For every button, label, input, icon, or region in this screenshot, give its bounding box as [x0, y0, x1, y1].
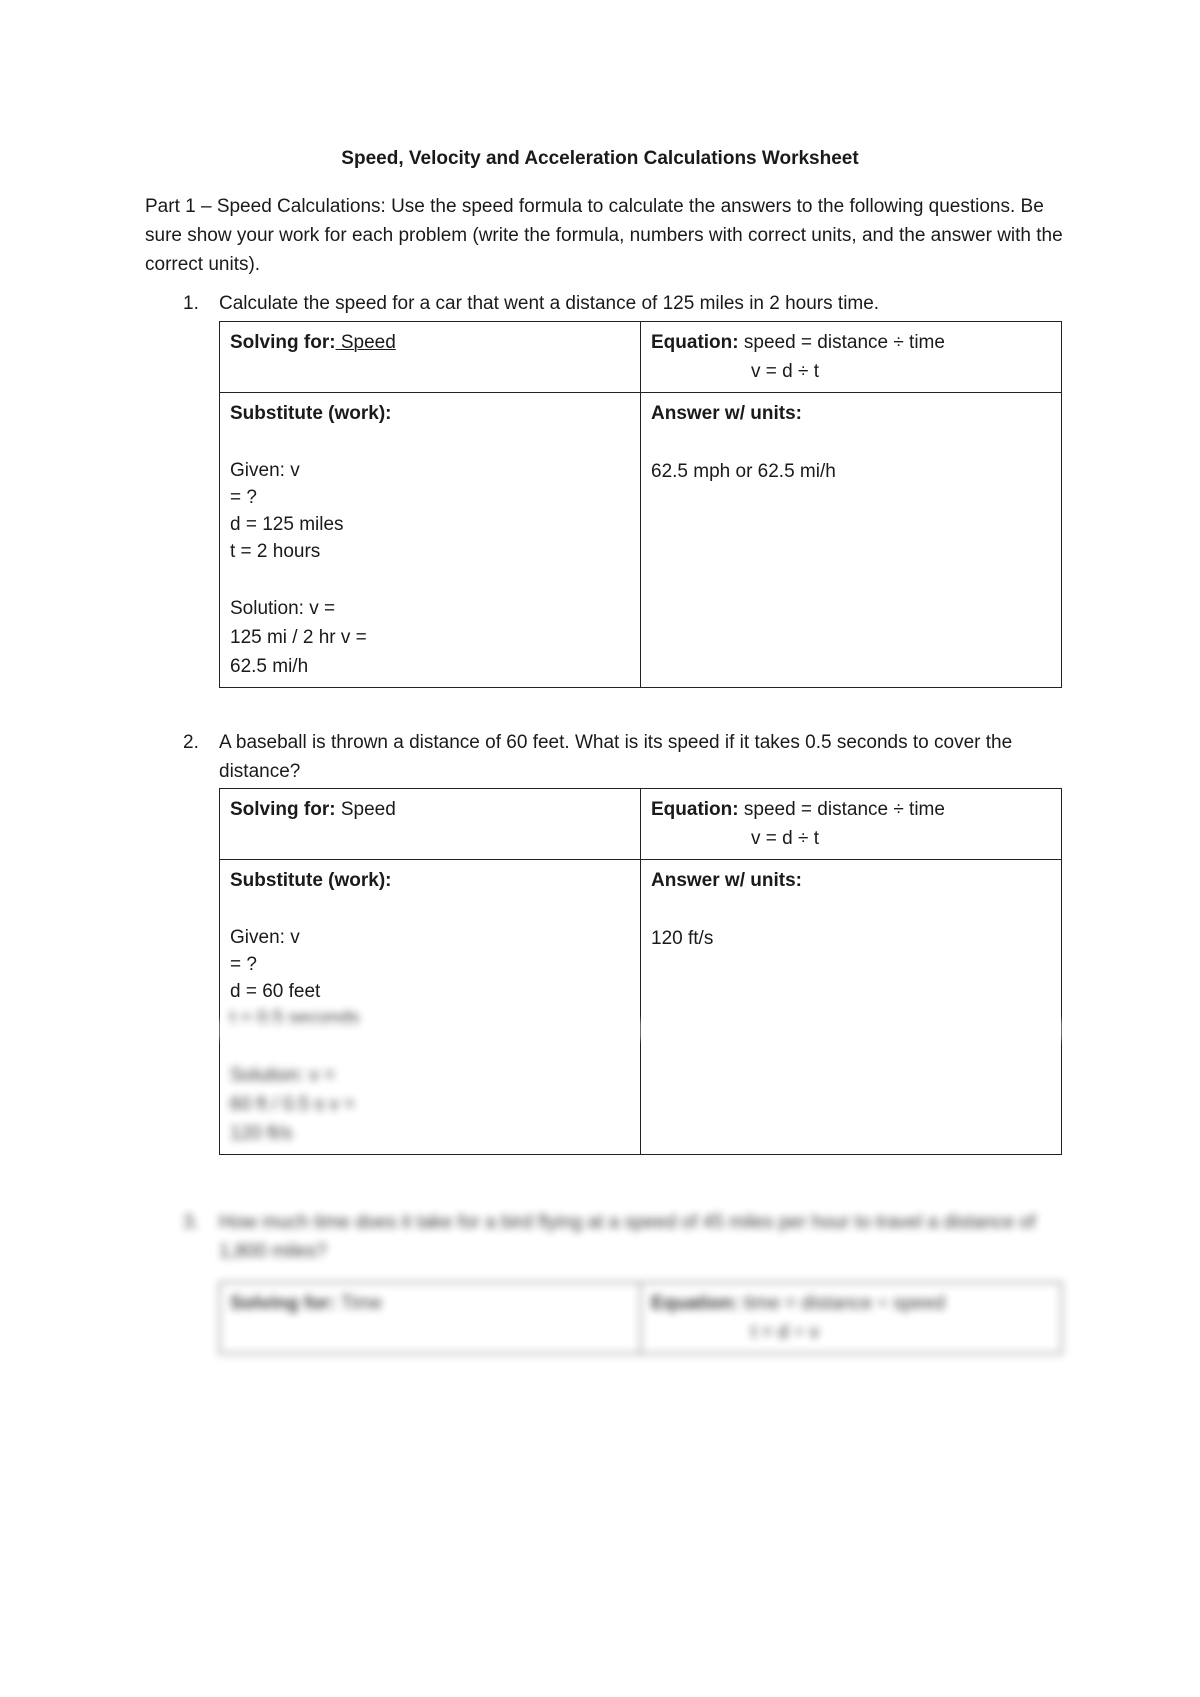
question-number: 3.: [183, 1212, 199, 1233]
solution-line: 120 ft/s: [230, 1123, 293, 1144]
equation-label: Equation:: [651, 799, 739, 820]
equation-value: speed = distance ÷ time: [738, 799, 945, 820]
solution-block: [230, 594, 390, 681]
solution-line: Solution: v =: [230, 1065, 336, 1086]
solving-for-label: Solving for:: [230, 332, 336, 353]
equation-value: time = distance ÷ speed: [738, 1293, 945, 1314]
equation-cell: [641, 789, 1062, 860]
given-block: [230, 924, 365, 1032]
equation-label: Equation:: [651, 1293, 739, 1314]
given-block: [230, 457, 365, 565]
question-2-table: [219, 788, 1062, 1155]
substitute-cell: [220, 860, 641, 1155]
given-line: Given: v: [230, 460, 300, 481]
answer-cell: [641, 860, 1062, 1155]
equation-value: speed = distance ÷ time: [738, 332, 945, 353]
question-number: 1.: [183, 293, 199, 314]
equation-symbolic: t = d ÷ v: [751, 1322, 819, 1343]
worksheet-title: Speed, Velocity and Acceleration Calculations Worksheet: [341, 148, 859, 169]
answer-label: Answer w/ units:: [651, 403, 802, 424]
answer-value: 120 ft/s: [651, 928, 714, 949]
part1-instructions: Part 1 – Speed Calculations: Use the speed formula to calculate the answers to the following questions. Be sure show your work for each problem (write the formula, numbers with correct units, and the answer with the correct units).: [145, 196, 1063, 275]
given-line: d = 125 miles: [230, 514, 344, 535]
solution-block: [230, 1061, 390, 1148]
question-text: Calculate the speed for a car that went a distance of 125 miles in 2 hours time.: [219, 293, 880, 314]
equation-cell: [641, 1283, 1062, 1354]
equation-cell: [641, 322, 1062, 393]
solving-for-label: Solving for:: [230, 1293, 336, 1314]
solving-for-label: Solving for:: [230, 799, 336, 820]
given-line: t = 0.5 seconds: [230, 1008, 360, 1029]
solving-for-cell: [220, 1283, 641, 1354]
substitute-cell: [220, 393, 641, 688]
question-text: A baseball is thrown a distance of 60 feet. What is its speed if it takes 0.5 seconds to cover the distance?: [219, 732, 1013, 782]
answer-value: 62.5 mph or 62.5 mi/h: [651, 461, 836, 482]
substitute-label: Substitute (work):: [230, 870, 392, 891]
substitute-label: Substitute (work):: [230, 403, 392, 424]
answer-label: Answer w/ units:: [651, 870, 802, 891]
solving-for-value: Speed: [335, 332, 396, 353]
equation-symbolic: v = d ÷ t: [751, 361, 819, 382]
solution-line: 60 ft / 0.5 s v =: [230, 1094, 356, 1115]
solving-for-cell: [220, 789, 641, 860]
given-line: d = 60 feet: [230, 981, 321, 1002]
solving-for-cell: [220, 322, 641, 393]
solution-line: 62.5 mi/h: [230, 656, 309, 677]
answer-cell: [641, 393, 1062, 688]
given-line: = ?: [230, 954, 257, 975]
question-3-table: [219, 1282, 1062, 1354]
equation-symbolic: v = d ÷ t: [751, 828, 819, 849]
given-line: t = 2 hours: [230, 541, 321, 562]
solution-line: Solution: v =: [230, 598, 336, 619]
question-1-table: [219, 321, 1062, 688]
equation-label: Equation:: [651, 332, 739, 353]
given-line: = ?: [230, 487, 257, 508]
solving-for-value: Speed: [335, 799, 396, 820]
question-number: 2.: [183, 732, 199, 753]
solving-for-value: Time: [335, 1293, 383, 1314]
question-text: How much time does it take for a bird flying at a speed of 45 miles per hour to travel a distance of 1,800 miles?: [219, 1212, 1036, 1262]
solution-line: 125 mi / 2 hr v =: [230, 627, 367, 648]
blur-overlay: [210, 1020, 1070, 1040]
given-line: Given: v: [230, 927, 300, 948]
